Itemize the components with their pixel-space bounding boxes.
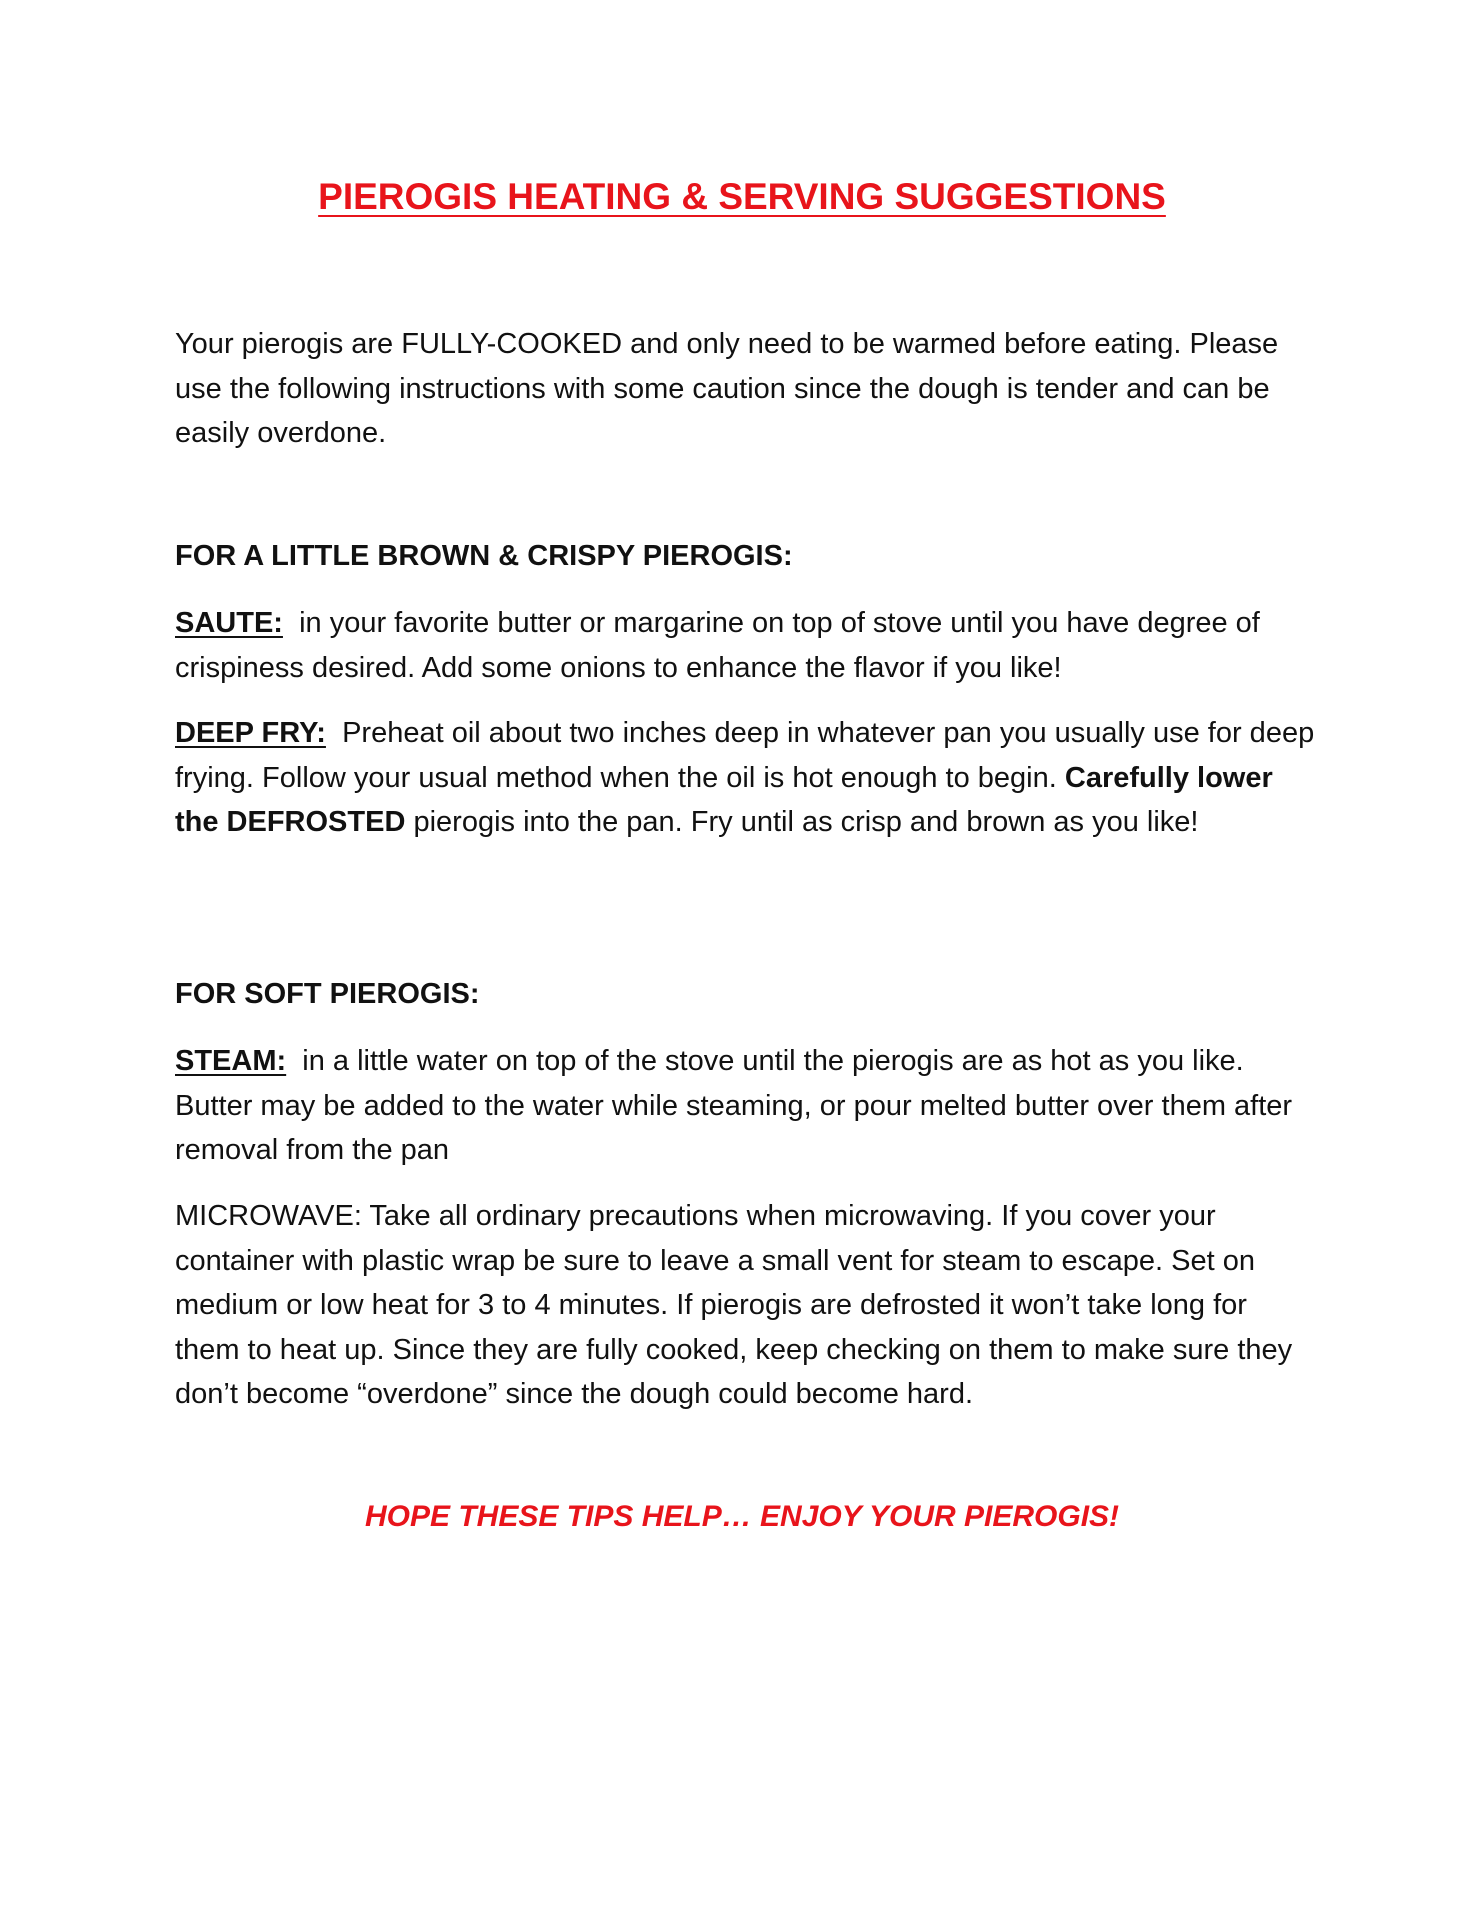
steam-text: in a little water on top of the stove until the pierogis are as hot as you like. Butter may be added to the water while steaming, or pour melted butter over them after removal from the pan (175, 1045, 1293, 1166)
steam-label: STEAM: (175, 1045, 287, 1077)
saute-text: in your favorite butter or margarine on top of stove until you have degree of crispiness desired. Add some onions to enhance the flavor if you like! (175, 607, 1260, 684)
saute-paragraph (175, 601, 1315, 690)
deep-fry-label: DEEP FRY: (175, 717, 326, 749)
intro-paragraph: Your pierogis are FULLY-COOKED and only need to be warmed before eating. Please use the following instructions with some caution since the dough is tender and can be easily overdone. (175, 328, 1279, 449)
microwave-paragraph: MICROWAVE: Take all ordinary precautions when microwaving. If you cover your container with plastic wrap be sure to leave a small vent for steam to escape. Set on medium or low heat for 3 to 4 minutes. If pierogis are defrosted it won’t take long for them to heat up. Since they are fully cooked, keep checking on them to make sure they don’t become “overdone” since the dough could become hard. (175, 1200, 1293, 1410)
deep-fry-paragraph (175, 711, 1315, 845)
deep-fry-text-2: pierogis into the pan. Fry until as crisp and brown as you like! (413, 806, 1199, 838)
soft-section-heading: FOR SOFT PIEROGIS: (175, 978, 480, 1010)
saute-label: SAUTE: (175, 607, 283, 639)
closing-message: HOPE THESE TIPS HELP… ENJOY YOUR PIEROGIS! (364, 1500, 1120, 1533)
deep-fry-text-1: Preheat oil about two inches deep in whatever pan you usually use for deep frying. Follow your usual method when the oil is hot enough to begin. (175, 717, 1315, 794)
steam-paragraph (175, 1039, 1315, 1173)
page-title: PIEROGIS HEATING & SERVING SUGGESTIONS (318, 176, 1166, 217)
deep-fry-bold-text: Carefully lower the DEFROSTED (175, 761, 1273, 838)
crispy-section-heading: FOR A LITTLE BROWN & CRISPY PIEROGIS: (175, 540, 793, 572)
